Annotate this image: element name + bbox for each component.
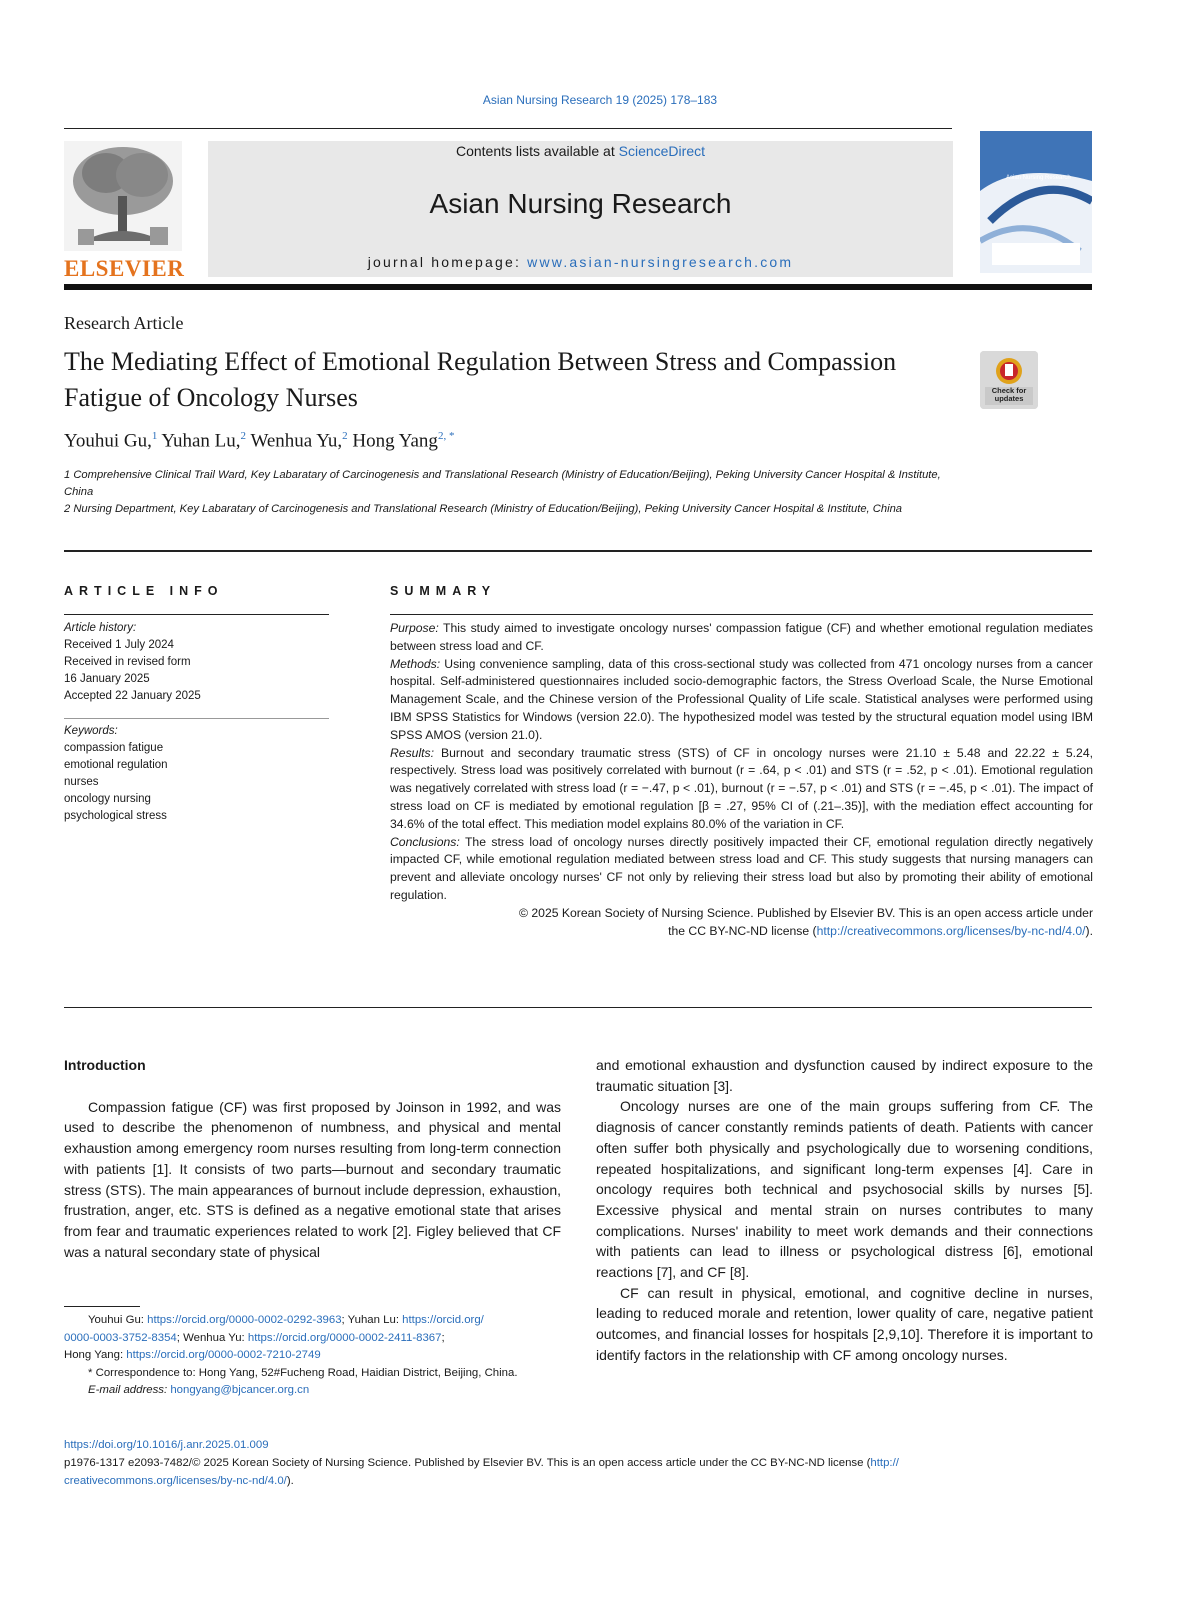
conclusions-label: Conclusions: (390, 834, 460, 849)
affiliation-2: 2 Nursing Department, Key Labaratary of Carcinogenesis and Translational Research (Ministry of Education/Beijing), Peking University Cancer Hospital & Institute, China (64, 503, 903, 515)
header-top-rule (64, 128, 952, 129)
contents-line (208, 143, 953, 159)
elsevier-logo (64, 141, 185, 281)
orcid-lu-label: ; Yuhan Lu: (341, 1314, 403, 1326)
results-text: Burnout and secondary traumatic stress (STS) of CF in oncology nurses were 21.10 ± 5.48 and 22.22 ± 5.24, respectively. Stress load was positively correlated with burnout (r = .64, p < .01) and STS (r = .52, p < .01). Emotional regulation was negatively correlated with stress load (r = −.47, p < .01), burnout (r = −.57, p < .01) and STS (r = −.45, p < .01). The impact of stress load on CF is mediated by emotional regulation [β = .27, 95% CI of (.21–.35)], with the mediation effect accounting for 34.6% of the total effect. This mediation model explains 80.0% of the variation in CF. (390, 745, 1093, 831)
correspondence-note: * Correspondence to: Hong Yang, 52#Fucheng Road, Haidian District, Beijing, China. (88, 1366, 518, 1379)
email-label: E-mail address: (88, 1384, 168, 1396)
issn-license-link-part1[interactable]: http:// (870, 1457, 899, 1469)
methods-text: Using convenience sampling, data of this cross-sectional study was collected from 471 oncology nurses from a cancer hospital. Self-administered questionnaires included socio-demographic factors, the Stress Overload Scale, the Nurse Emotional Management Scale, and the Chinese version of the Professional Quality of Life scale. Statistical analyses were performed using IBM SPSS Statistics for Windows (version 22.0). The hypothesized model was tested by the structural equation model using IBM SPSS AMOS (version 21.0). (390, 656, 1093, 742)
orcid-lu-link-part1[interactable]: https://orcid.org/ (402, 1314, 484, 1326)
author-affiliation-marker[interactable]: 2, * (437, 430, 455, 442)
keywords-label: Keywords: (64, 725, 118, 737)
footnotes (64, 1312, 561, 1400)
issn-license-line (64, 1455, 1092, 1490)
summary-heading: SUMMARY (390, 584, 497, 598)
article-info-heading: ARTICLE INFO (64, 584, 224, 598)
article-title: The Mediating Effect of Emotional Regulation Between Stress and Compassion Fatigue of Oncology Nurses (64, 347, 897, 412)
elsevier-wordmark: ELSEVIER (64, 256, 185, 281)
issn-text: p1976-1317 e2093-7482/© 2025 Korean Society of Nursing Science. Published by Elsevier BV. This is an open access article under the CC BY-NC-ND license ( (64, 1457, 871, 1469)
footnote-rule (64, 1306, 140, 1307)
issn-end: ). (286, 1474, 294, 1487)
cover-title: Asian Nursing Research (1006, 175, 1071, 181)
history-label: Article history: (64, 622, 137, 634)
abstract-end-rule (64, 1007, 1092, 1008)
intro-paragraph-4: CF can result in physical, emotional, and cognitive decline in nurses, leading to reduced morale and retention, lower quality of care, negative patient outcomes, and financial losses for hospitals [2,9,10]. Therefore it is important to identify factors in the relationship with CF among oncology nurses. (596, 1284, 1093, 1363)
intro-paragraph-1: Compassion fatigue (CF) was first proposed by Joinson in 1992, and was used to describe the phenomenon of numbness, and physical and mental exhaustion among emergency room nurses resulting from long-term connection with patients [1]. It consists of two parts—burnout and secondary traumatic stress (STS). The main appearances of burnout include depression, exhaustion, frustration, anger, etc. STS is defined as a negative emotional state that arises from fear and traumatic experiences related to work [2]. Figley believed that CF was a natural secondary state of physical (64, 1098, 561, 1260)
license-suffix: ). (1085, 923, 1093, 938)
author-list (64, 430, 454, 452)
keyword-item[interactable]: emotional regulation (64, 759, 168, 771)
copyright-line: © 2025 Korean Society of Nursing Science. Published by Elsevier BV. This is an open access article under (519, 905, 1093, 920)
email-link[interactable]: hongyang@bjcancer.org.cn (170, 1384, 310, 1396)
issn-license-link-part2[interactable]: creativecommons.org/licenses/by-nc-nd/4.0/ (64, 1474, 287, 1487)
cover-art-icon (980, 131, 1092, 273)
conclusions-text: The stress load of oncology nurses directly positively impacted their CF, emotional regulation directly negatively impacted CF, while emotional regulation mediated between stress load and CF. This study suggests that nursing managers can prevent and alleviate oncology nurses' CF not only by relieving their stress load but also by promoting their ability of emotional regulation. (390, 834, 1093, 902)
summary-abstract (390, 620, 1093, 940)
license-link[interactable]: http://creativecommons.org/licenses/by-nc-nd/4.0/ (816, 923, 1086, 938)
affiliation-1: 1 Comprehensive Clinical Trail Ward, Key Labaratary of Carcinogenesis and Translational Research (Ministry of Education/Beijing), Peking University Cancer Hospital & Institute, China (64, 469, 941, 498)
section-divider (64, 550, 1092, 552)
journal-citation[interactable]: Asian Nursing Research 19 (2025) 178–183 (482, 93, 718, 107)
license-prefix: the CC BY-NC-ND license ( (668, 923, 817, 938)
methods-label: Methods: (390, 656, 441, 671)
summary-rule (390, 614, 1093, 615)
history-item: Received 1 July 2024 (64, 639, 174, 651)
orcid-lu-link-part2[interactable]: 0000-0003-3752-8354 (64, 1331, 177, 1344)
orcid-yu-label: ; Wenhua Yu: (176, 1331, 248, 1344)
author-affiliation-marker[interactable]: 2 (240, 430, 247, 442)
orcid-separator: ; (441, 1331, 445, 1344)
orcid-yang-label: Hong Yang: (64, 1349, 127, 1361)
homepage-link[interactable]: www.asian-nursingresearch.com (527, 254, 794, 270)
body-left-column (64, 1055, 561, 1262)
keyword-item[interactable]: oncology nursing (64, 793, 151, 805)
history-item: Received in revised form (64, 656, 191, 668)
journal-cover-thumbnail[interactable] (980, 131, 1092, 273)
journal-homepage-line (208, 254, 953, 270)
intro-paragraph-3: Oncology nurses are one of the main groups suffering from CF. The diagnosis of cancer constantly reminds patients of death. Patients with cancer often suffer both physically and psychologically due to worsening conditions, repeated hospitalizations, and significant long-term expenses [4]. Care in oncology requires both technical and psychosocial skills by nurses [5]. Excessive physical and mental strain on nurses contributes to many complications. Nurses' inability to meet work demands and their connections with patients can lead to illness or psychological distress [6], emotional reactions [7], and CF [8]. (596, 1098, 1093, 1281)
purpose-text: This study aimed to investigate oncology nurses' compassion fatigue (CF) and whether emotional regulation mediates between stress load and CF. (390, 621, 1093, 653)
header-thick-rule (64, 284, 1092, 290)
orcid-gu-link[interactable]: https://orcid.org/0000-0002-0292-3963 (147, 1314, 342, 1326)
keyword-item[interactable]: nurses (64, 776, 99, 788)
keywords-divider (64, 718, 329, 719)
keyword-item[interactable]: compassion fatigue (64, 742, 164, 754)
homepage-prefix: journal homepage: (367, 254, 528, 270)
results-label: Results: (390, 745, 435, 760)
doi-line (64, 1437, 1092, 1455)
contents-prefix: Contents lists available at (455, 143, 619, 159)
author-name[interactable]: Hong Yang (352, 430, 438, 452)
history-item: Accepted 22 January 2025 (64, 690, 201, 702)
elsevier-tree-icon (64, 141, 182, 251)
purpose-label: Purpose: (390, 621, 439, 635)
introduction-heading: Introduction (64, 1057, 146, 1073)
article-info-rule (64, 614, 329, 615)
body-right-column (596, 1055, 1093, 1366)
check-for-updates-button[interactable] (980, 351, 1038, 409)
author-affiliation-marker[interactable]: 1 (151, 430, 158, 442)
check-updates-label: Check for updates (991, 386, 1027, 403)
intro-paragraph-2: and emotional exhaustion and dysfunction caused by indirect exposure to the traumatic situation [3]. (596, 1057, 1093, 1094)
sciencedirect-link[interactable]: ScienceDirect (618, 143, 705, 159)
keyword-item[interactable]: psychological stress (64, 810, 167, 822)
orcid-yu-link[interactable]: https://orcid.org/0000-0002-2411-8367 (247, 1331, 442, 1344)
orcid-yang-link[interactable]: https://orcid.org/0000-0002-7210-2749 (126, 1349, 321, 1361)
orcid-gu-label: Youhui Gu: (88, 1314, 148, 1326)
article-info-panel (64, 620, 329, 825)
license-line (390, 923, 1093, 941)
journal-title: Asian Nursing Research (429, 188, 732, 219)
doi-link[interactable]: https://doi.org/10.1016/j.anr.2025.01.009 (64, 1439, 269, 1451)
author-name[interactable]: Youhui Gu, (64, 430, 152, 452)
author-affiliation-marker[interactable]: 2 (342, 430, 348, 442)
history-item: 16 January 2025 (64, 673, 150, 685)
article-type: Research Article (64, 313, 184, 333)
author-name[interactable]: Yuhan Lu, (161, 430, 241, 452)
author-name[interactable]: Wenhua Yu, (250, 430, 343, 452)
